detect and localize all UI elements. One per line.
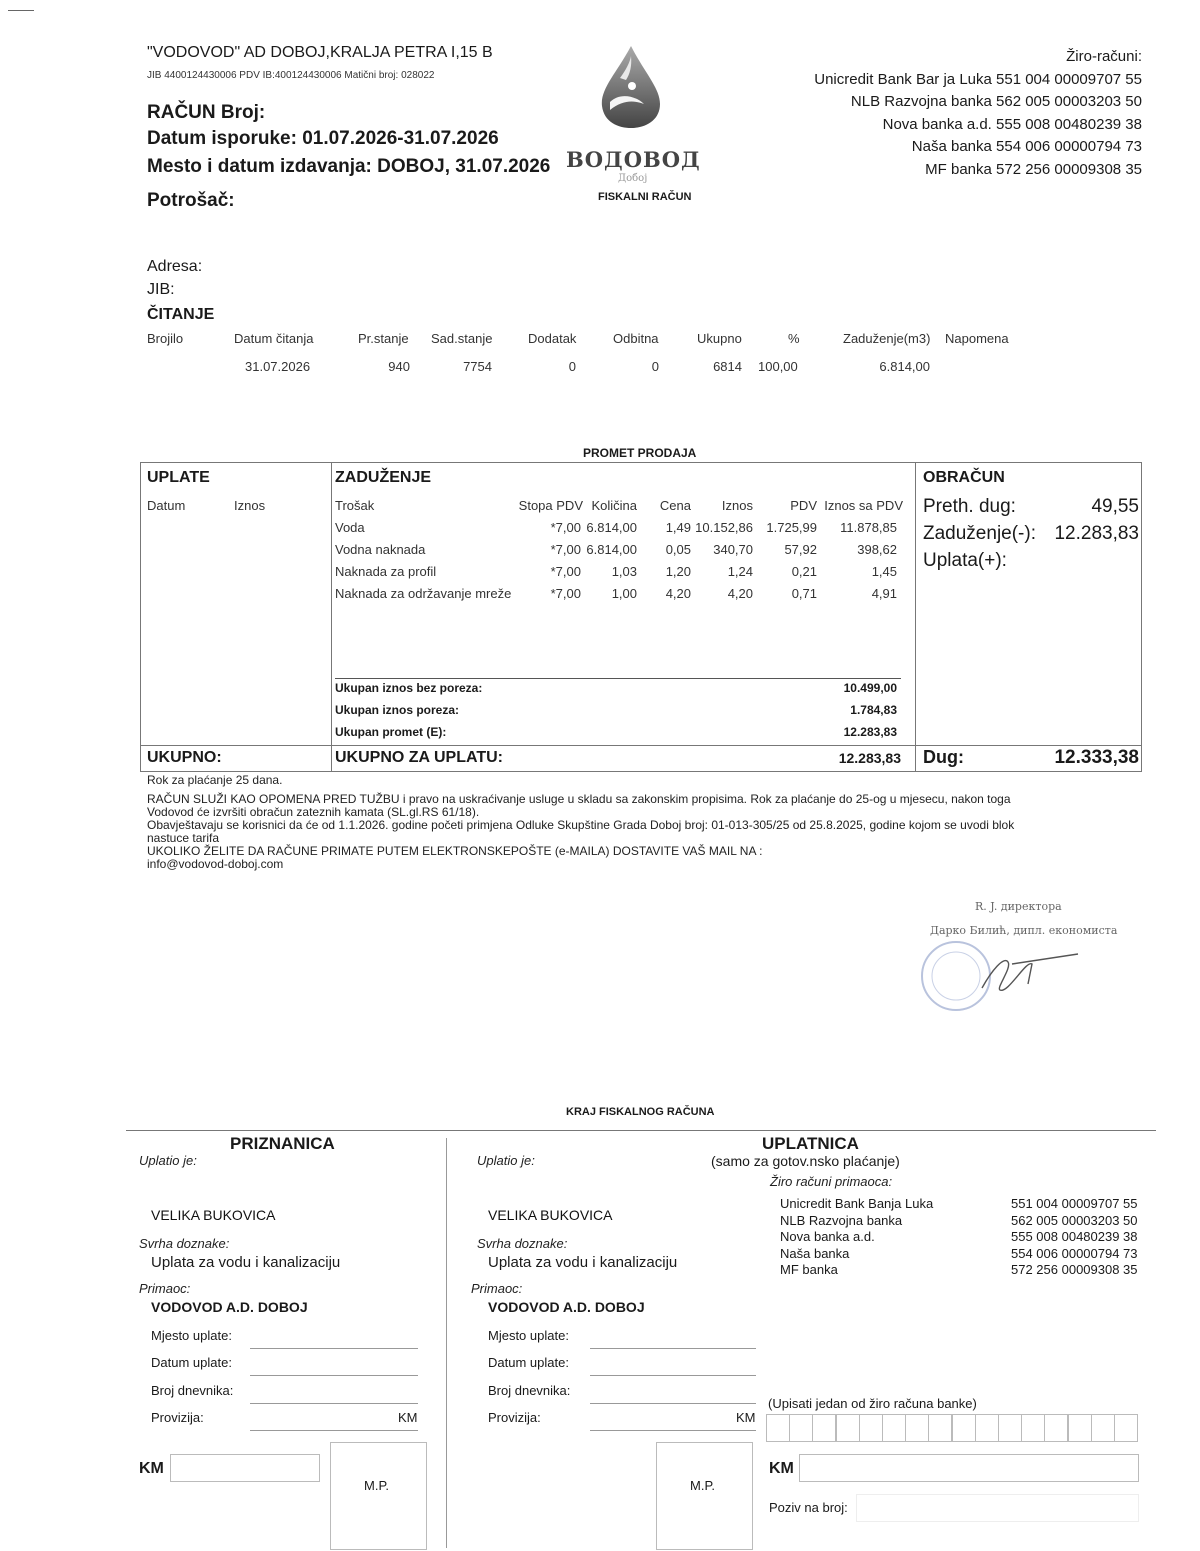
receipt-stamp-box [330, 1442, 427, 1550]
reading-total: 6814 [713, 359, 742, 374]
account-digit-cell[interactable] [998, 1414, 1022, 1442]
recipient-bank-numbers [1011, 1196, 1138, 1279]
reading-addition: 0 [568, 359, 576, 374]
charges-header-amount: Iznos [721, 498, 753, 513]
charge-total: 1,45 [871, 564, 897, 579]
accounts-title: Žiro-računi: [1066, 48, 1142, 65]
account-digit-cell[interactable] [975, 1414, 999, 1442]
charges-header-price: Cena [659, 498, 691, 513]
bank-name: Naša banka [780, 1245, 850, 1261]
order-km-label: KM [769, 1460, 794, 1477]
account-digit-cell[interactable] [789, 1414, 813, 1442]
receipt-purpose-label: Svrha doznake: [139, 1236, 230, 1251]
account-digit-cell[interactable] [1114, 1414, 1138, 1442]
sum-no-tax: 10.499,00 [843, 681, 897, 695]
charge-cost: Naknada za održavanje mreže [335, 586, 512, 601]
jib-label: JIB: [147, 281, 175, 298]
receipt-provision-field[interactable] [250, 1430, 418, 1431]
charge-cost: Voda [335, 520, 365, 535]
sales-table [140, 462, 1142, 772]
charge-vat: 57,92 [784, 542, 817, 557]
charge-price: 1,20 [665, 564, 691, 579]
reading-header: % [788, 331, 800, 346]
receipt-journal-field[interactable] [250, 1403, 418, 1404]
receipt-place: VELIKA BUKOVICA [151, 1207, 276, 1223]
receipt-km-field[interactable] [170, 1454, 320, 1482]
bank-number: 551 004 00009707 55 [1011, 1196, 1138, 1211]
note-line: nastuce tarifa [147, 831, 220, 845]
charge-cost: Vodna naknada [335, 542, 426, 557]
order-journal-label: Broj dnevnika: [488, 1383, 571, 1398]
receipt-pay-date-label: Datum uplate: [151, 1355, 232, 1370]
reading-header: Sad.stanje [431, 331, 493, 346]
account-number-field[interactable] [766, 1414, 1138, 1442]
payment-label: Uplata(+): [923, 550, 1007, 571]
sum-no-tax-label: Ukupan iznos bez poreza: [335, 681, 483, 695]
prev-debt-label: Preth. dug: [923, 496, 1016, 517]
reading-header: Ukupno [697, 331, 742, 346]
charge-total: 4,91 [871, 586, 897, 601]
reading-current: 7754 [463, 359, 492, 374]
charge-quantity: 6.814,00 [586, 542, 637, 557]
sum-divider [335, 678, 901, 679]
delivery-date: Datum isporuke: 01.07.2026-31.07.2026 [147, 128, 499, 149]
reading-header: Odbitna [613, 331, 659, 346]
receipt-purpose: Uplata za vodu i kanalizaciju [151, 1254, 341, 1271]
order-stamp-label: M.P. [690, 1478, 716, 1493]
account-digit-cell[interactable] [928, 1414, 952, 1442]
receipt-recipient: VODOVOD A.D. DOBOJ [151, 1299, 308, 1315]
order-stamp-box [656, 1442, 753, 1550]
fiscal-receipt-label: FISKALNI RAČUN [598, 191, 692, 203]
charge-cost: Naknada za profil [335, 564, 437, 579]
reading-header: Pr.stanje [358, 331, 409, 346]
bank-name: Nova banka a.d. [780, 1229, 875, 1244]
signature-title: R. J. директора [975, 900, 1062, 913]
order-pay-place-label: Mjesto uplate: [488, 1328, 569, 1343]
company-ids: JIB 4400124430006 PDV IB:400124430006 Matični broj: 028022 [147, 70, 435, 81]
bank-name: NLB Razvojna banka [780, 1212, 903, 1228]
order-journal-field[interactable] [590, 1403, 756, 1404]
account-digit-cell[interactable] [766, 1414, 790, 1442]
cut-line [126, 1130, 1156, 1131]
logo-subtitle: Добој [618, 173, 648, 184]
charge-amount: 340,70 [713, 542, 753, 557]
account-digit-cell[interactable] [952, 1414, 976, 1442]
account-digit-cell[interactable] [1044, 1414, 1068, 1442]
charge-price: 0,05 [665, 542, 691, 557]
account-line: NLB Razvojna banka 562 005 00003203 50 [850, 93, 1142, 110]
sales-title: PROMET PRODAJA [583, 446, 697, 460]
charges-header-quantity: Količina [591, 498, 637, 513]
charges-header-vat: PDV [790, 498, 817, 513]
account-digit-cell[interactable] [1021, 1414, 1045, 1442]
reference-label: Poziv na broj: [769, 1500, 848, 1515]
enter-account-label: (Upisati jedan od žiro računa banke) [768, 1396, 977, 1411]
account-digit-cell[interactable] [882, 1414, 906, 1442]
charge-total: 11.878,85 [840, 520, 897, 535]
bank-number: 562 005 00003203 50 [1011, 1212, 1138, 1228]
charge-vat: 1.725,99 [766, 520, 817, 535]
charge-price: 1,49 [665, 520, 691, 535]
receipt-paid-by-label: Uplatio je: [139, 1153, 197, 1168]
order-provision-label: Provizija: [488, 1410, 541, 1425]
to-pay-amount: 12.283,83 [838, 750, 901, 766]
reading-charge: 6.814,00 [879, 359, 930, 374]
order-pay-date-label: Datum uplate: [488, 1355, 569, 1370]
charge-label: Zaduženje(-): [923, 523, 1036, 544]
reading-header: Brojilo [147, 331, 184, 346]
payments-total-label: UKUPNO: [147, 749, 222, 766]
account-digit-cell[interactable] [1068, 1414, 1092, 1442]
bank-accounts [814, 46, 1142, 181]
to-pay-label: UKUPNO ZA UPLATU: [335, 749, 503, 766]
sum-tax-label: Ukupan iznos poreza: [335, 703, 460, 717]
receipt-journal-label: Broj dnevnika: [151, 1383, 234, 1398]
debt-label: Dug: [923, 747, 964, 767]
invoice-number-label: RAČUN Broj: [147, 102, 266, 123]
charge-quantity: 6.814,00 [586, 520, 637, 535]
reading-header: Zaduženje(m3) [843, 331, 931, 346]
recipient-accounts-label: Žiro računi primaoca: [770, 1174, 893, 1189]
receipt-stamp-label: M.P. [364, 1478, 390, 1493]
order-purpose: Uplata za vodu i kanalizaciju [488, 1254, 678, 1271]
table-divider [141, 745, 1141, 746]
receipt-km-label: KM [139, 1460, 164, 1477]
bank-name: MF banka [780, 1262, 838, 1277]
reading-header: Napomena [945, 331, 1009, 346]
charge-vat-rate: *7,00 [550, 564, 581, 579]
order-paid-by-label: Uplatio je: [477, 1153, 535, 1168]
charge-amount-total: 12.283,83 [1054, 523, 1139, 544]
charge-amount: 10.152,86 [695, 520, 753, 535]
settlement-title: OBRAČUN [923, 469, 1005, 486]
note-line: UKOLIKO ŽELITE DA RAČUNE PRIMATE PUTEM ELEKTRONSKEPOŠTE (e-MAILA) DOSTAVITE VAŠ MAIL NA : [147, 844, 763, 858]
account-digit-cell[interactable] [905, 1414, 929, 1442]
reading-deduction: 0 [651, 359, 659, 374]
address-label: Adresa: [147, 258, 203, 275]
bank-number: 554 006 00000794 73 [1011, 1245, 1138, 1261]
table-divider [331, 463, 332, 771]
charge-vat-rate: *7,00 [550, 542, 581, 557]
order-provision-currency: KM [736, 1410, 756, 1425]
note-line: Rok za plaćanje 25 dana. [147, 773, 283, 787]
charges-header-cost: Trošak [335, 498, 375, 513]
fiscal-end: KRAJ FISKALNOG RAČUNA [566, 1106, 715, 1118]
charge-vat: 0,71 [791, 586, 817, 601]
order-pay-date-field[interactable] [590, 1375, 756, 1376]
order-km-field[interactable] [799, 1454, 1139, 1482]
receipt-provision-label: Provizija: [151, 1410, 204, 1425]
charge-total: 398,62 [857, 542, 897, 557]
sum-total-label: Ukupan promet (E): [335, 725, 447, 739]
account-digit-cell[interactable] [859, 1414, 883, 1442]
stamp-signature-icon [908, 940, 1088, 1020]
recipient-banks [780, 1196, 933, 1279]
company-name: "VODOVOD" AD DOBOJ,KRALJA PETRA I,15 B [147, 44, 493, 61]
order-provision-field[interactable] [590, 1430, 756, 1431]
payments-amount-header: Iznos [234, 498, 266, 513]
payments-date-header: Datum [147, 498, 186, 513]
account-line: Unicredit Bank Bar ja Luka 551 004 00009707 55 [814, 70, 1142, 88]
order-recipient: VODOVOD A.D. DOBOJ [488, 1299, 645, 1315]
account-digit-cell[interactable] [836, 1414, 860, 1442]
order-purpose-label: Svrha doznake: [477, 1236, 568, 1251]
order-place: VELIKA BUKOVICA [488, 1207, 613, 1223]
account-digit-cell[interactable] [812, 1414, 836, 1442]
receipt-provision-currency: KM [398, 1410, 418, 1425]
reading-header: Dodatak [528, 331, 577, 346]
charge-vat-rate: *7,00 [550, 586, 581, 601]
reference-field[interactable] [856, 1494, 1139, 1522]
charge-vat: 0,21 [791, 564, 817, 579]
order-subtitle: (samo za gotov.nsko plaćanje) [711, 1153, 900, 1169]
receipt-recipient-label: Primaoc: [139, 1281, 191, 1296]
charges-header-vat-rate: Stopa PDV [518, 498, 583, 513]
reading-title: ČITANJE [147, 306, 215, 323]
reading-date: 31.07.2026 [245, 359, 311, 374]
receipt-pay-date-field[interactable] [250, 1375, 418, 1376]
charge-quantity: 1,03 [611, 564, 637, 579]
bank-number: 572 256 00009308 35 [1011, 1262, 1138, 1277]
order-recipient-label: Primaoc: [471, 1281, 523, 1296]
account-digit-cell[interactable] [1091, 1414, 1115, 1442]
note-line: RAČUN SLUŽI KAO OPOMENA PRED TUŽBU i pravo na uskraćivanje usluge u skladu sa zakonskim propisima. Rok za plaćanje do 25-og u mjesecu, nakon toga [147, 792, 1011, 806]
sum-tax: 1.784,83 [850, 703, 897, 717]
scan-edge-mark [8, 10, 34, 11]
charge-quantity: 1,00 [611, 586, 637, 601]
note-line: info@vodovod-doboj.com [147, 857, 284, 871]
reading-header: Datum čitanja [234, 331, 314, 346]
charges-title: ZADUŽENJE [335, 469, 432, 486]
signature-name: Дарко Билић, дипл. економиста [930, 924, 1118, 937]
reading-percent: 100,00 [758, 359, 798, 374]
receipt-pay-place-field[interactable] [250, 1348, 418, 1349]
logo-title: ВОДОВОД [566, 147, 701, 172]
payments-title: UPLATE [147, 469, 210, 486]
receipt-pay-place-label: Mjesto uplate: [151, 1328, 232, 1343]
receipt-title: PRIZNANICA [230, 1134, 335, 1153]
note-line: Vodovod će izvršiti obračun zateznih kamata (SL.gl.RS 61/18). [147, 805, 480, 819]
consumer-label: Potrošač: [147, 190, 235, 211]
charge-amount: 1,24 [727, 564, 753, 579]
bank-number: 555 008 00480239 38 [1011, 1229, 1138, 1244]
charges-header-total: Iznos sa PDV [824, 498, 903, 513]
water-drop-logo-icon [596, 44, 666, 130]
charge-price: 4,20 [665, 586, 691, 601]
slip-divider [446, 1138, 447, 1548]
notes [147, 774, 1107, 871]
account-line: Naša banka 554 006 00000794 73 [911, 138, 1142, 155]
reading-previous: 940 [388, 359, 410, 374]
prev-debt: 49,55 [1091, 496, 1139, 517]
charge-amount: 4,20 [727, 586, 753, 601]
debt-amount: 12.333,38 [1054, 747, 1139, 768]
issue-date: Mesto i datum izdavanja: DOBOJ, 31.07.2026 [147, 156, 551, 177]
account-line: Nova banka a.d. 555 008 00480239 38 [882, 115, 1142, 133]
order-pay-place-field[interactable] [590, 1348, 756, 1349]
table-divider [915, 463, 916, 771]
sum-total: 12.283,83 [843, 725, 897, 739]
account-line: MF banka 572 256 00009308 35 [925, 160, 1142, 178]
order-title: UPLATNICA [762, 1134, 859, 1153]
charge-vat-rate: *7,00 [550, 520, 581, 535]
bank-name: Unicredit Bank Banja Luka [780, 1196, 934, 1211]
note-line: Obavještavaju se korisnici da će od 1.1.2026. godine početi primjena Odluke Skupštine Grada Doboj broj: 01-013-305/25 od 25.8.2025, godine kojom se uvodi blok [147, 818, 1015, 832]
